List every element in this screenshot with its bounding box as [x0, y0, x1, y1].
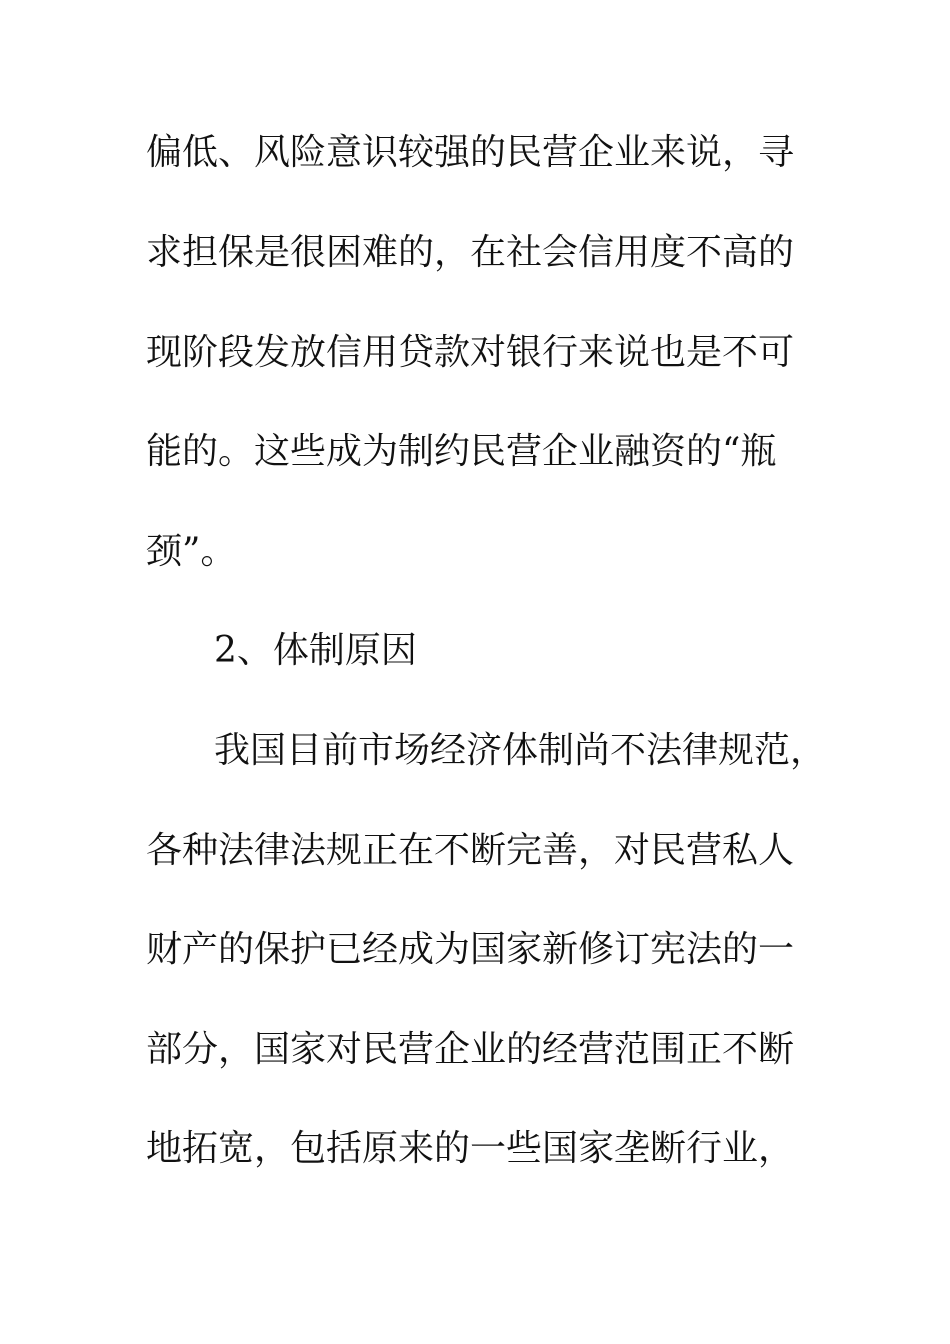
paragraph-line: 各种法律法规正在不断完善，对民营私人: [146, 830, 795, 871]
paragraph-line: 财产的保护已经成为国家新修订宪法的一: [146, 929, 795, 970]
paragraph-line: 偏低、风险意识较强的民营企业来说，寻: [146, 132, 795, 173]
paragraph-line: 地拓宽，包括原来的一些国家垄断行业，: [146, 1128, 795, 1169]
paragraph-line: 颈”。: [146, 531, 237, 572]
paragraph-line: 部分，国家对民营企业的经营范围正不断: [146, 1029, 795, 1070]
paragraph-line: 现阶段发放信用贷款对银行来说也是不可: [146, 332, 795, 373]
section-heading: 2、体制原因: [214, 630, 417, 671]
paragraph-line: 能的。这些成为制约民营企业融资的“瓶: [146, 431, 777, 472]
paragraph-line: 求担保是很困难的，在社会信用度不高的: [146, 232, 795, 273]
paragraph-line: 我国目前市场经济体制尚不法律规范，: [214, 730, 827, 771]
